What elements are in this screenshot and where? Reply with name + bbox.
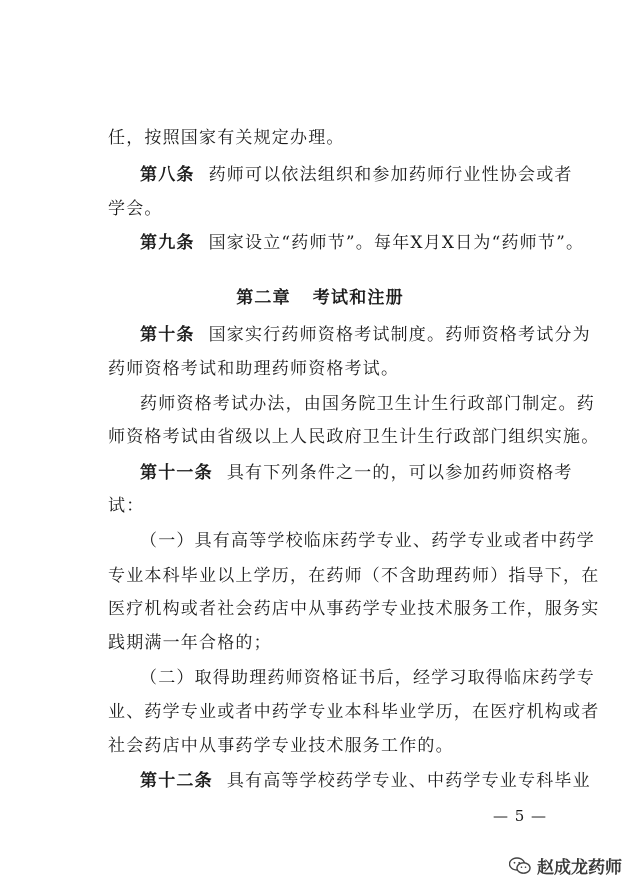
text-line xyxy=(108,198,568,220)
article-11-line xyxy=(140,462,600,484)
text-line xyxy=(140,667,600,689)
text-line xyxy=(108,632,568,654)
article-10-line xyxy=(140,324,600,346)
line-text: 药师资格考试和助理药师资格考试。 xyxy=(108,359,400,379)
watermark-text: 赵成龙药师 xyxy=(537,858,622,878)
text-line xyxy=(108,701,600,723)
article-heading: 第九条 xyxy=(140,233,195,253)
line-text: 学会。 xyxy=(108,199,163,219)
line-text: 业、药学专业或者中药学专业本科毕业学历，在医疗机构或者 xyxy=(108,702,600,722)
text-line xyxy=(108,495,568,517)
line-text: 具有高等学校药学专业、中药学专业专科毕业 xyxy=(226,771,591,791)
line-text: 践期满一年合格的； xyxy=(108,633,272,653)
line-text: 具有下列条件之一的，可以参加药师资格考 xyxy=(226,463,573,483)
line-text: （二）取得助理药师资格证书后，经学习取得临床药学专 xyxy=(140,668,595,688)
chapter-title: 考试和注册 xyxy=(312,288,404,308)
text-line xyxy=(140,393,600,415)
text-line xyxy=(108,426,600,448)
line-text: 国家设立“药师节”。每年X月X日为“药师节”。 xyxy=(208,233,585,253)
line-text: 试： xyxy=(108,496,145,516)
text-line xyxy=(108,565,600,587)
line-text: 任，按照国家有关规定办理。 xyxy=(108,128,345,148)
watermark xyxy=(509,853,622,878)
article-heading: 第十一条 xyxy=(140,463,213,483)
article-heading: 第十二条 xyxy=(140,771,213,791)
line-text: 国家实行药师资格考试制度。药师资格考试分为 xyxy=(208,325,591,345)
article-12-line xyxy=(140,770,600,792)
page-number: — 5 — xyxy=(492,807,548,825)
line-text: 专业本科毕业以上学历，在药师（不含助理药师）指导下，在 xyxy=(108,566,600,586)
wechat-icon xyxy=(509,857,531,875)
article-8-line xyxy=(140,164,600,186)
line-text: 药师可以依法组织和参加药师行业性协会或者 xyxy=(208,165,573,185)
article-9-line xyxy=(140,232,600,254)
line-text: 药师资格考试办法，由国务院卫生计生行政部门制定。药 xyxy=(140,394,595,414)
article-heading: 第十条 xyxy=(140,325,195,345)
text-line xyxy=(108,358,568,380)
line-text: （一）具有高等学校临床药学专业、药学专业或者中药学 xyxy=(140,531,595,551)
article-heading: 第八条 xyxy=(140,165,195,185)
line-text: 社会药店中从事药学专业技术服务工作的。 xyxy=(108,736,454,756)
chapter-heading xyxy=(0,287,640,309)
line-text: 师资格考试由省级以上人民政府卫生计生行政部门组织实施。 xyxy=(108,427,600,447)
text-line xyxy=(108,127,568,149)
text-line xyxy=(140,530,600,552)
text-line xyxy=(108,598,600,620)
text-line xyxy=(108,735,568,757)
chapter-number: 第二章 xyxy=(236,288,291,308)
line-text: 医疗机构或者社会药店中从事药学专业技术服务工作，服务实 xyxy=(108,599,600,619)
